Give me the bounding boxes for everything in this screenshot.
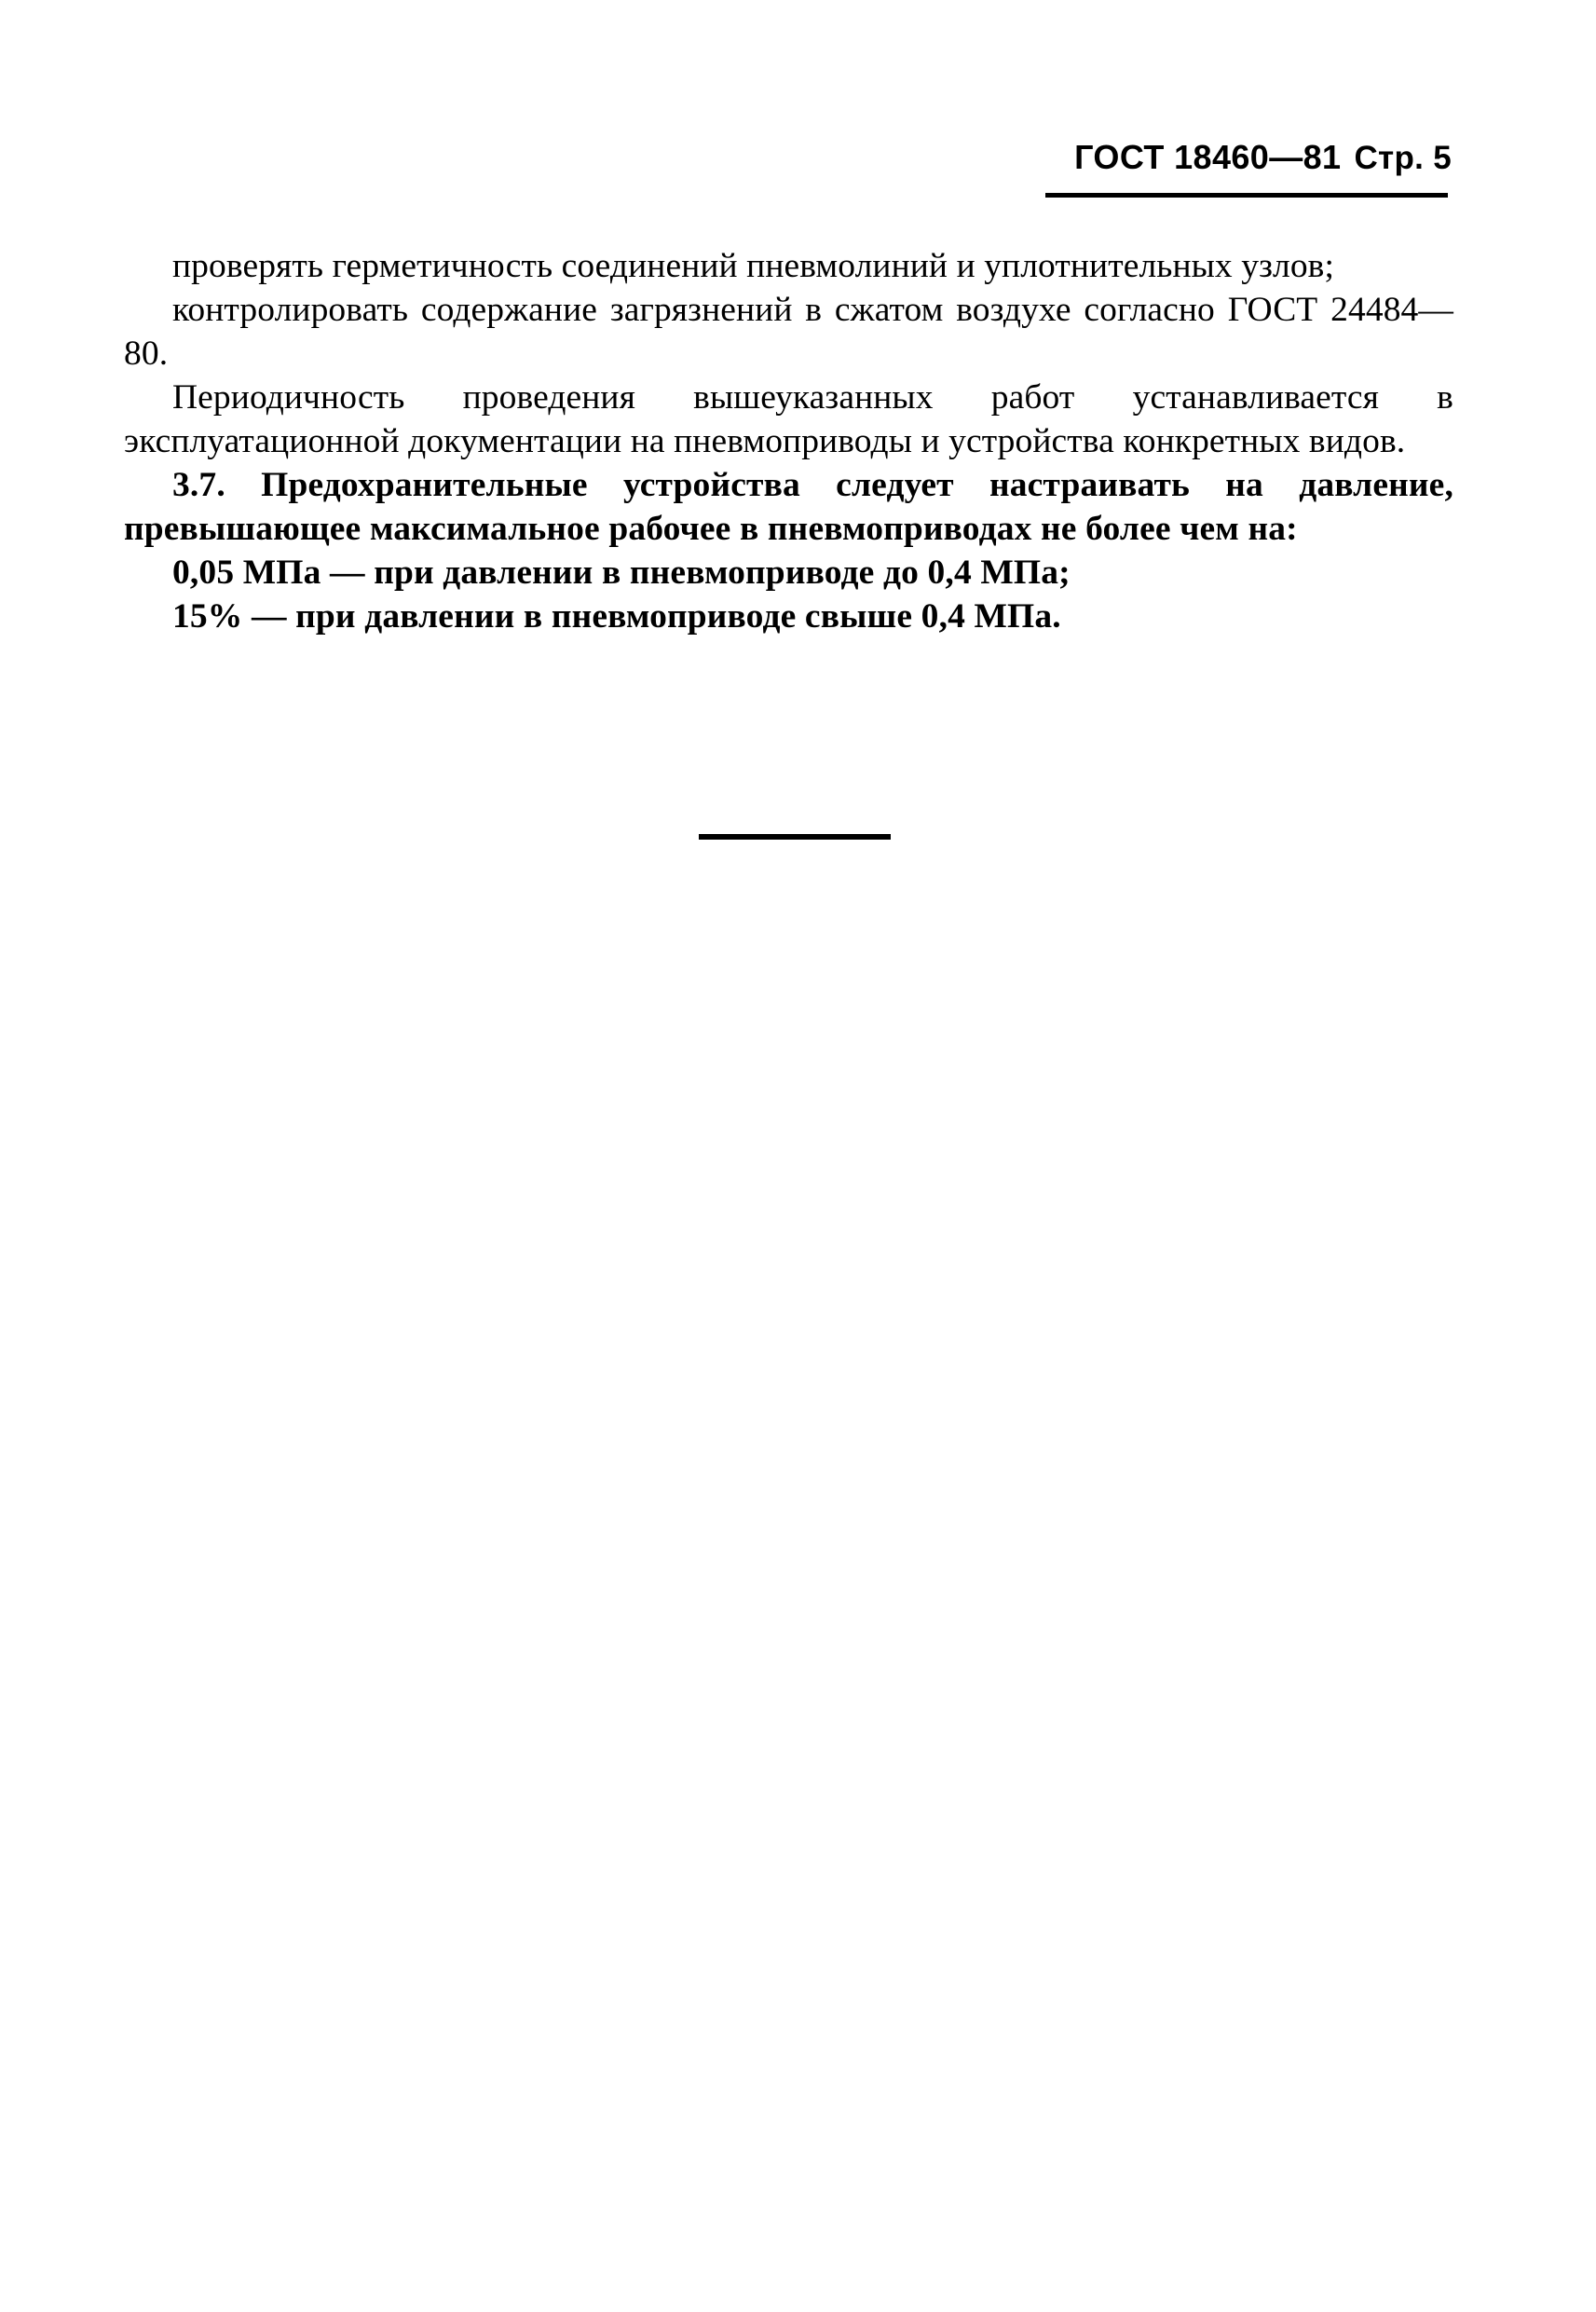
paragraph-value-0-05-mpa: 0,05 МПа — при давлении в пневмоприводе до 0,4 МПа;	[172, 554, 1071, 592]
paragraph-control-contamination-text: контролировать содержание загрязнений в сжатом воздухе согласно ГОСТ 24484—80.	[124, 291, 1453, 373]
paragraph-value-15-percent: 15% — при давлении в пневмоприводе свыше 0,4 МПа.	[172, 597, 1061, 636]
standard-designation: ГОСТ 18460—81	[1074, 138, 1342, 176]
paragraph-check-tightness: проверять герметичность соединений пневмолиний и уплотнительных узлов;	[172, 247, 1335, 285]
running-header	[1074, 138, 1452, 177]
section-divider-rule	[699, 834, 891, 840]
body-text-column	[124, 244, 1453, 638]
header-underline-rule	[1045, 193, 1448, 198]
paragraph-periodicity: Периодичность проведения вышеуказанных работ устанавливается в эксплуатационной документации на пневмоприводы и устройства конкретных видов.	[124, 378, 1453, 460]
paragraph-control-contamination	[124, 288, 1453, 376]
page-number-label: Стр. 5	[1354, 140, 1452, 176]
paragraph-clause-3-7: 3.7. Предохранительные устройства следует настраивать на давление, превышающее максимальное рабочее в пневмоприводах не более чем на:	[124, 466, 1453, 548]
